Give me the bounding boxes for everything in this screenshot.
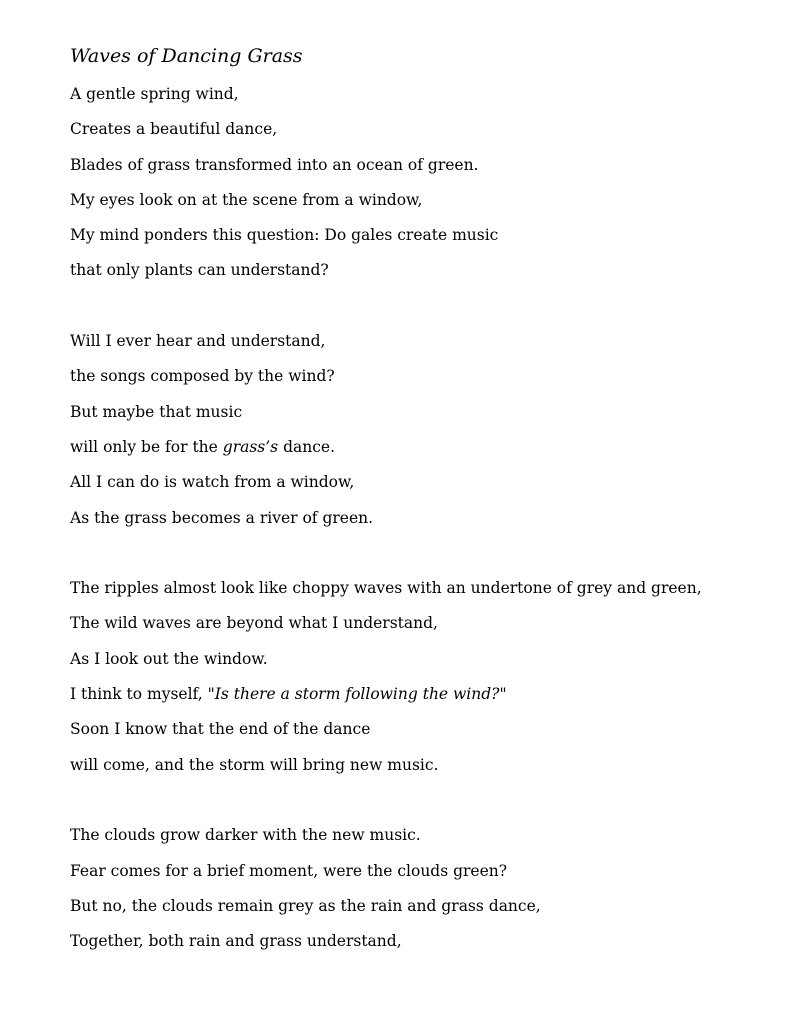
emphasis-text: "Is there a storm following the wind?" — [207, 685, 507, 704]
poem-line — [70, 677, 760, 712]
document-page — [70, 42, 760, 995]
poem-line: My mind ponders this question: Do gales create music — [70, 226, 499, 245]
poem-line: the songs composed by the wind? — [70, 367, 335, 386]
poem-line: Together, both rain and grass understand, — [70, 932, 402, 951]
poem-line: The ripples almost look like choppy waves with an undertone of grey and green, — [70, 579, 702, 598]
poem-line: Soon I know that the end of the dance — [70, 720, 371, 739]
poem-line: Creates a beautiful dance, — [70, 120, 278, 139]
emphasis-text: grass’s — [222, 437, 279, 456]
poem-line: The wild waves are beyond what I understand, — [70, 614, 438, 633]
poem-line: As the grass becomes a river of green. — [70, 508, 374, 527]
poem-line: My eyes look on at the scene from a window, — [70, 190, 423, 209]
line-text: I think to myself, — [70, 685, 208, 704]
poem-line: Blades of grass transformed into an ocean of green. — [70, 155, 479, 174]
poem-line: All I can do is watch from a window, — [70, 473, 355, 492]
poem-line: that only plants can understand? — [70, 261, 329, 280]
poem-line: The clouds grow darker with the new music. — [70, 826, 421, 845]
poem-line — [70, 430, 760, 465]
poem-line: As I look out the window. — [70, 649, 268, 668]
poem-title: Waves of Dancing Grass — [70, 45, 303, 67]
poem-line: A gentle spring wind, — [70, 85, 239, 103]
poem-line: But maybe that music — [70, 402, 243, 421]
stanza-3 — [70, 571, 760, 783]
stanza-1 — [70, 77, 760, 289]
poem-line: Will I ever hear and understand, — [70, 332, 326, 351]
poem-line: But no, the clouds remain grey as the rain and grass dance, — [70, 896, 541, 915]
stanza-2 — [70, 324, 760, 536]
line-text: dance. — [278, 437, 335, 456]
poem-line: Fear comes for a brief moment, were the clouds green? — [70, 861, 508, 880]
poem-line: will come, and the storm will bring new music. — [70, 755, 439, 774]
stanza-4 — [70, 818, 760, 959]
line-text: will only be for the — [70, 437, 223, 456]
